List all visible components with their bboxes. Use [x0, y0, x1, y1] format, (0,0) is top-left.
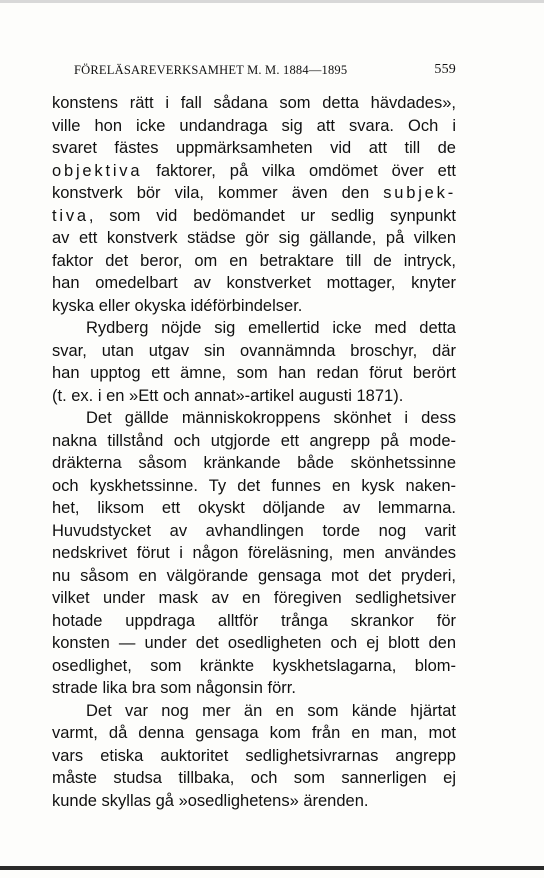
text-line: faktor det beror, om en betraktare till de intryck,	[52, 251, 456, 270]
scan-edge-bottom	[0, 866, 544, 870]
emphasis-spaced: subjek-	[383, 184, 456, 202]
text-line: kyska eller okyska idéförbindelser.	[52, 296, 303, 315]
text-line: vars etiska auktoritet sedlighetsivrarnas angrepp	[52, 746, 456, 765]
text-line: varmt, då denna gensaga kom från en man, mot	[52, 724, 456, 742]
text-line: svaret fästes uppmärksamheten vid att till de	[52, 139, 456, 157]
text-line: svar, utan utgav sin ovannämnda broschyr, där	[52, 341, 456, 360]
text-line	[52, 205, 456, 228]
text-run: faktorer, på vilka omdömet över ett	[142, 161, 456, 180]
scan-edge-top	[0, 0, 544, 3]
running-header	[52, 63, 456, 81]
text-line: Det gällde människokroppens skönhet i dess	[86, 409, 456, 427]
text-line: måste studsa tillbaka, och som sannerligen ej	[52, 769, 456, 787]
emphasis-spaced: tiva	[52, 206, 89, 225]
text-line: och kyskhetssinne. Ty det funnes en kysk naken-	[52, 476, 456, 495]
body-text	[52, 92, 456, 812]
text-run: konstverk bör vila, kommer även den	[52, 184, 384, 202]
text-line	[52, 182, 456, 205]
text-line: vilket under mask av en föregiven sedlighetsiver	[52, 589, 456, 607]
text-line: strade lika bra som någonsin förr.	[52, 679, 296, 697]
text-line: konsten — under det osedligheten och ej blott den	[52, 634, 456, 652]
text-line: (t. ex. i en »Ett och annat»-artikel augusti 1871).	[52, 386, 404, 405]
text-line: hotade uppdraga alltför trånga skrankor för	[52, 611, 456, 630]
text-line: Huvudstycket av avhandlingen torde nog varit	[52, 521, 456, 540]
text-line: ville hon icke undandraga sig att svara. Och i	[52, 116, 456, 135]
text-run: , som vid bedömandet ur sedlig synpunkt	[88, 206, 456, 225]
page-number: 559	[434, 62, 456, 77]
text-line: nedskrivet förut i någon föreläsning, men användes	[52, 544, 456, 562]
text-line	[52, 160, 456, 183]
running-title: FÖRELÄSAREVERKSAMHET M. M. 1884—1895	[74, 63, 348, 77]
text-line: konstens rätt i fall sådana som detta hävdades»,	[52, 94, 456, 112]
text-line: het, liksom ett okyskt döljande av lemmarna.	[52, 499, 456, 517]
emphasis-spaced: objektiva	[52, 161, 143, 180]
text-line: Rydberg nöjde sig emellertid icke med detta	[86, 319, 456, 337]
text-line: osedlighet, som kränkte kyskhetslagarna, blom-	[52, 656, 456, 675]
text-line: nakna tillstånd och utgjorde ett angrepp på mode-	[52, 431, 456, 450]
text-line: nu såsom en välgörande gensaga mot det pryderi,	[52, 566, 456, 585]
text-line: han omedelbart av konstverket mottager, knyter	[52, 274, 456, 292]
text-line: Det var nog mer än en som kände hjärtat	[86, 701, 456, 720]
text-line: dräkterna såsom kränkande både skönhetssinne	[52, 454, 456, 472]
text-line: kunde skyllas gå »osedlighetens» ärenden.	[52, 791, 369, 810]
text-line: av ett konstverk städse gör sig gällande, på vilken	[52, 229, 456, 247]
text-line: han upptog ett ämne, som han redan förut berört	[52, 364, 456, 382]
